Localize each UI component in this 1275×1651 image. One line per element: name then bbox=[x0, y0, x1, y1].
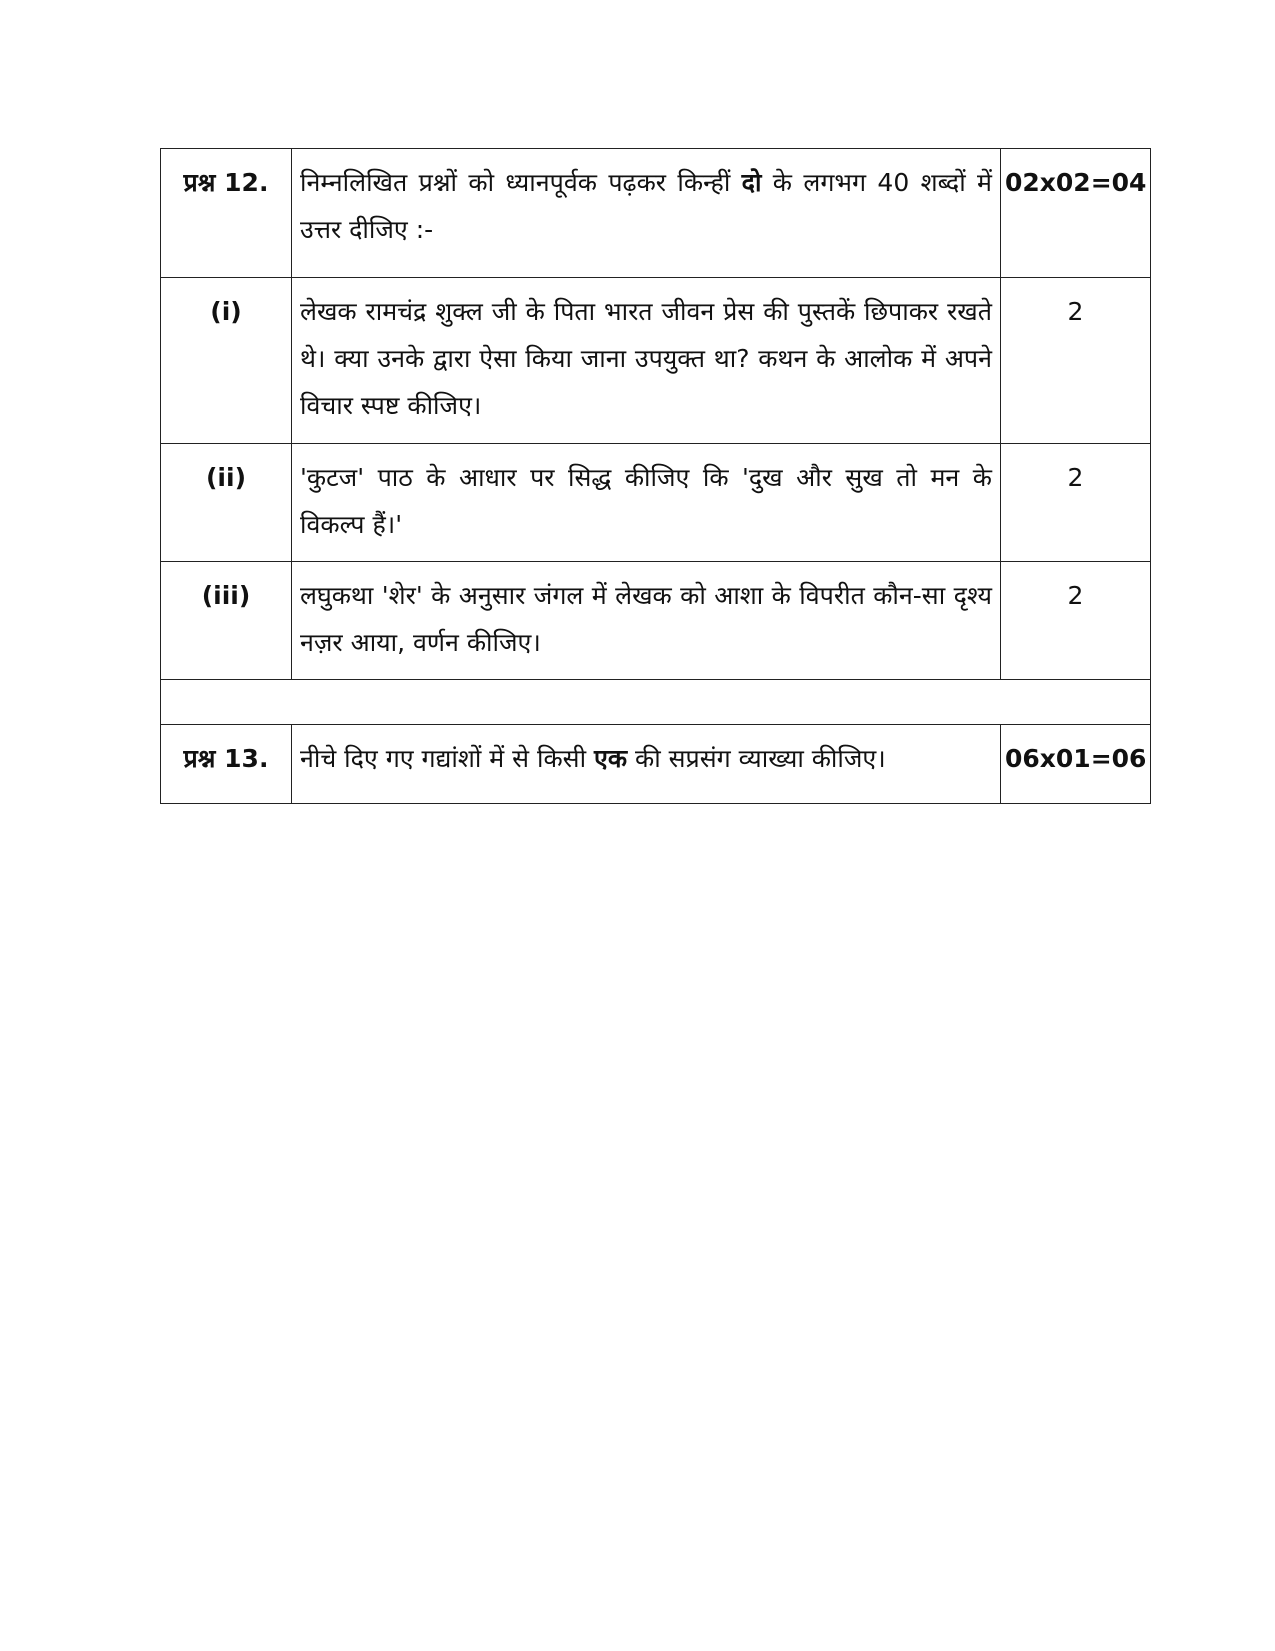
question-number: प्रश्न 13. bbox=[161, 725, 292, 804]
question-text-emphasis: दो bbox=[741, 168, 762, 197]
subquestion-text: 'कुटज' पाठ के आधार पर सिद्ध कीजिए कि 'दुख और सुख तो मन के विकल्प हैं।' bbox=[292, 444, 1001, 562]
question-text bbox=[292, 725, 1001, 804]
subquestion-row bbox=[161, 444, 1151, 562]
question-row-12 bbox=[161, 149, 1151, 278]
subquestion-number: (ii) bbox=[161, 444, 292, 562]
empty-cell bbox=[161, 680, 1151, 725]
question-text-start: निम्नलिखित प्रश्नों को ध्यानपूर्वक पढ़कर किन्हीं bbox=[300, 168, 742, 197]
question-table bbox=[160, 148, 1151, 804]
question-text-end: की सप्रसंग व्याख्या कीजिए। bbox=[627, 744, 886, 773]
subquestion-text: लघुकथा 'शेर' के अनुसार जंगल में लेखक को आशा के विपरीत कौन-सा दृश्य नज़र आया, वर्णन कीजिए। bbox=[292, 562, 1001, 680]
subquestion-row bbox=[161, 562, 1151, 680]
subquestion-marks: 2 bbox=[1001, 444, 1151, 562]
subquestion-number: (iii) bbox=[161, 562, 292, 680]
question-text-start: नीचे दिए गए गद्यांशों में से किसी bbox=[300, 744, 595, 773]
question-text-emphasis: एक bbox=[594, 744, 628, 773]
spacer-row bbox=[161, 680, 1151, 725]
question-marks: 06x01=06 bbox=[1001, 725, 1151, 804]
subquestion-marks: 2 bbox=[1001, 278, 1151, 444]
subquestion-row bbox=[161, 278, 1151, 444]
question-row-13 bbox=[161, 725, 1151, 804]
subquestion-text: लेखक रामचंद्र शुक्ल जी के पिता भारत जीवन प्रेस की पुस्तकें छिपाकर रखते थे। क्या उनके द्वारा ऐसा किया जाना उपयुक्त था? कथन के आलोक में अपने विचार स्पष्ट कीजिए। bbox=[292, 278, 1001, 444]
subquestion-number: (i) bbox=[161, 278, 292, 444]
question-number: प्रश्न 12. bbox=[161, 149, 292, 278]
question-marks: 02x02=04 bbox=[1001, 149, 1151, 278]
question-text-end: के लगभग 40 शब्दों में उत्तर दीजिए :- bbox=[300, 168, 992, 244]
subquestion-marks: 2 bbox=[1001, 562, 1151, 680]
question-text bbox=[292, 149, 1001, 278]
